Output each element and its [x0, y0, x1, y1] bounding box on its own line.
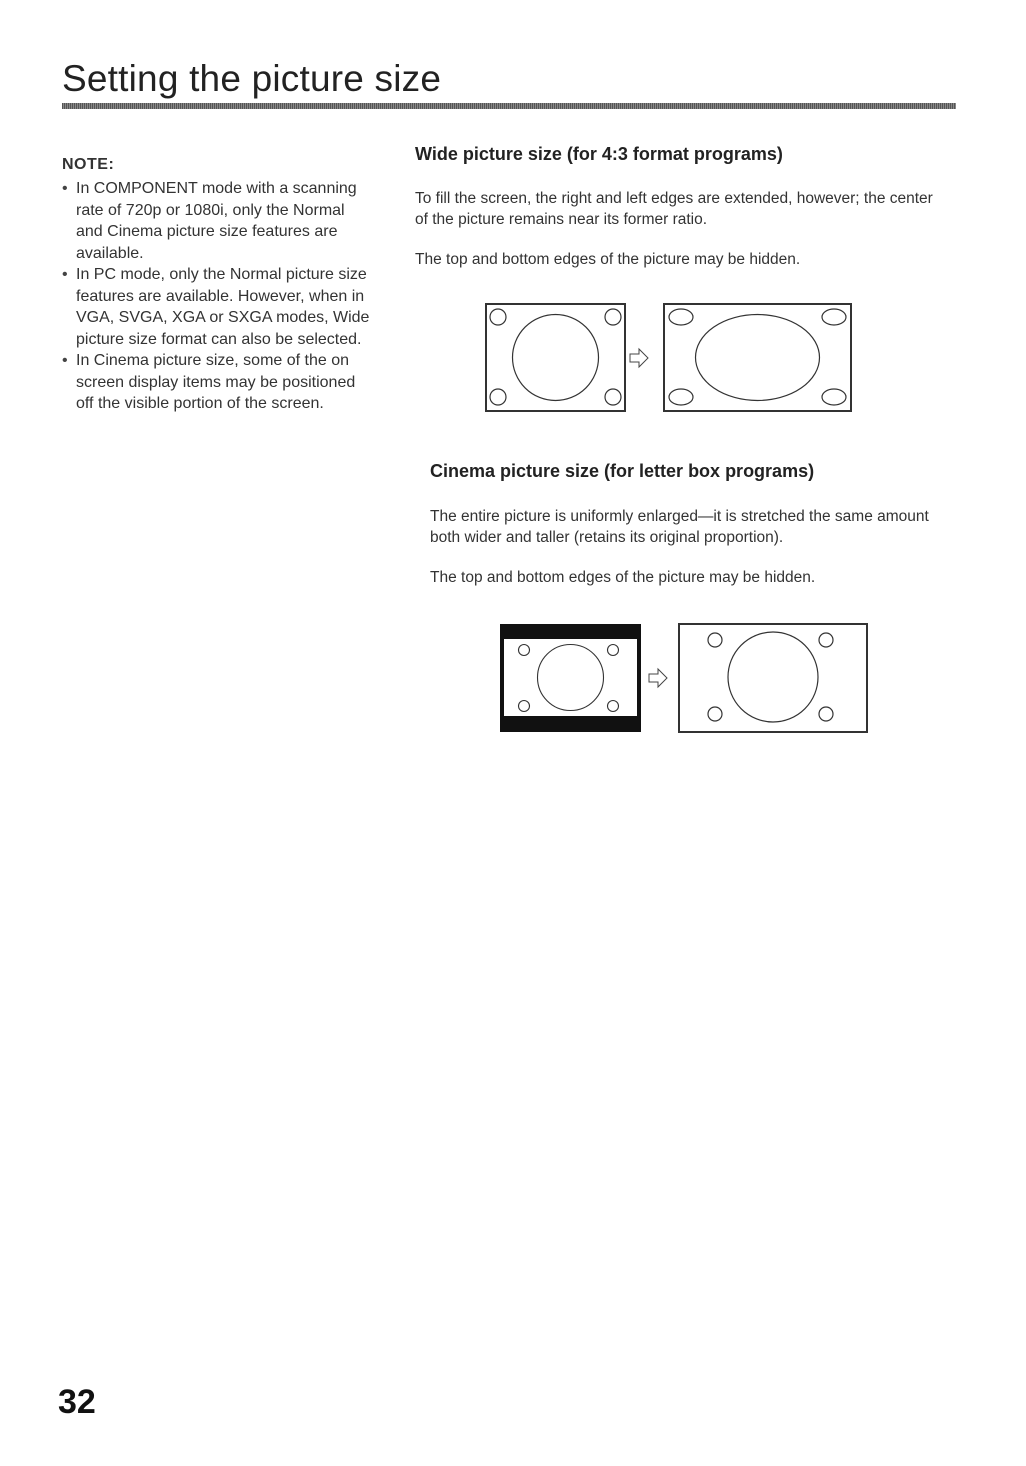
cinema-heading: Cinema picture size (for letter box programs) [430, 461, 815, 481]
note-item: • In PC mode, only the Normal picture size features are available. However, when in VGA, SVGA, XGA or SXGA modes, Wide picture size format can also be selected. [62, 264, 372, 350]
wide-heading: Wide picture size (for 4:3 format programs) [415, 144, 783, 164]
note-item: • In Cinema picture size, some of the on screen display items may be positioned off the visible portion of the screen. [62, 350, 372, 415]
page-title: Setting the picture size [62, 58, 442, 99]
wide-paragraph-2: The top and bottom edges of the picture may be hidden. [415, 251, 801, 268]
note-item: • In COMPONENT mode with a scanning rate of 720p or 1080i, only the Normal and Cinema picture size features are available. [62, 178, 372, 264]
cinema-before-picture [500, 624, 641, 732]
note-block [62, 156, 372, 415]
wide-paragraph-1: To fill the screen, the right and left edges are extended, however; the center of the picture remains near its former ratio. [415, 190, 933, 228]
cinema-diagram [496, 620, 872, 736]
wide-before-picture [486, 304, 625, 411]
cinema-paragraph-2: The top and bottom edges of the picture may be hidden. [430, 569, 816, 586]
arrow-right-icon [649, 669, 667, 687]
cinema-paragraph-1: The entire picture is uniformly enlarged—it is stretched the same amount both wider and taller (retains its original proportion). [430, 508, 929, 546]
note-list [62, 178, 372, 415]
wide-diagram [480, 300, 860, 415]
note-label: NOTE: [62, 156, 115, 173]
cinema-after-picture [679, 624, 867, 732]
page-number: 32 [58, 1383, 96, 1421]
wide-after-picture [664, 304, 851, 411]
arrow-right-icon [630, 349, 648, 367]
title-rule [62, 103, 956, 109]
